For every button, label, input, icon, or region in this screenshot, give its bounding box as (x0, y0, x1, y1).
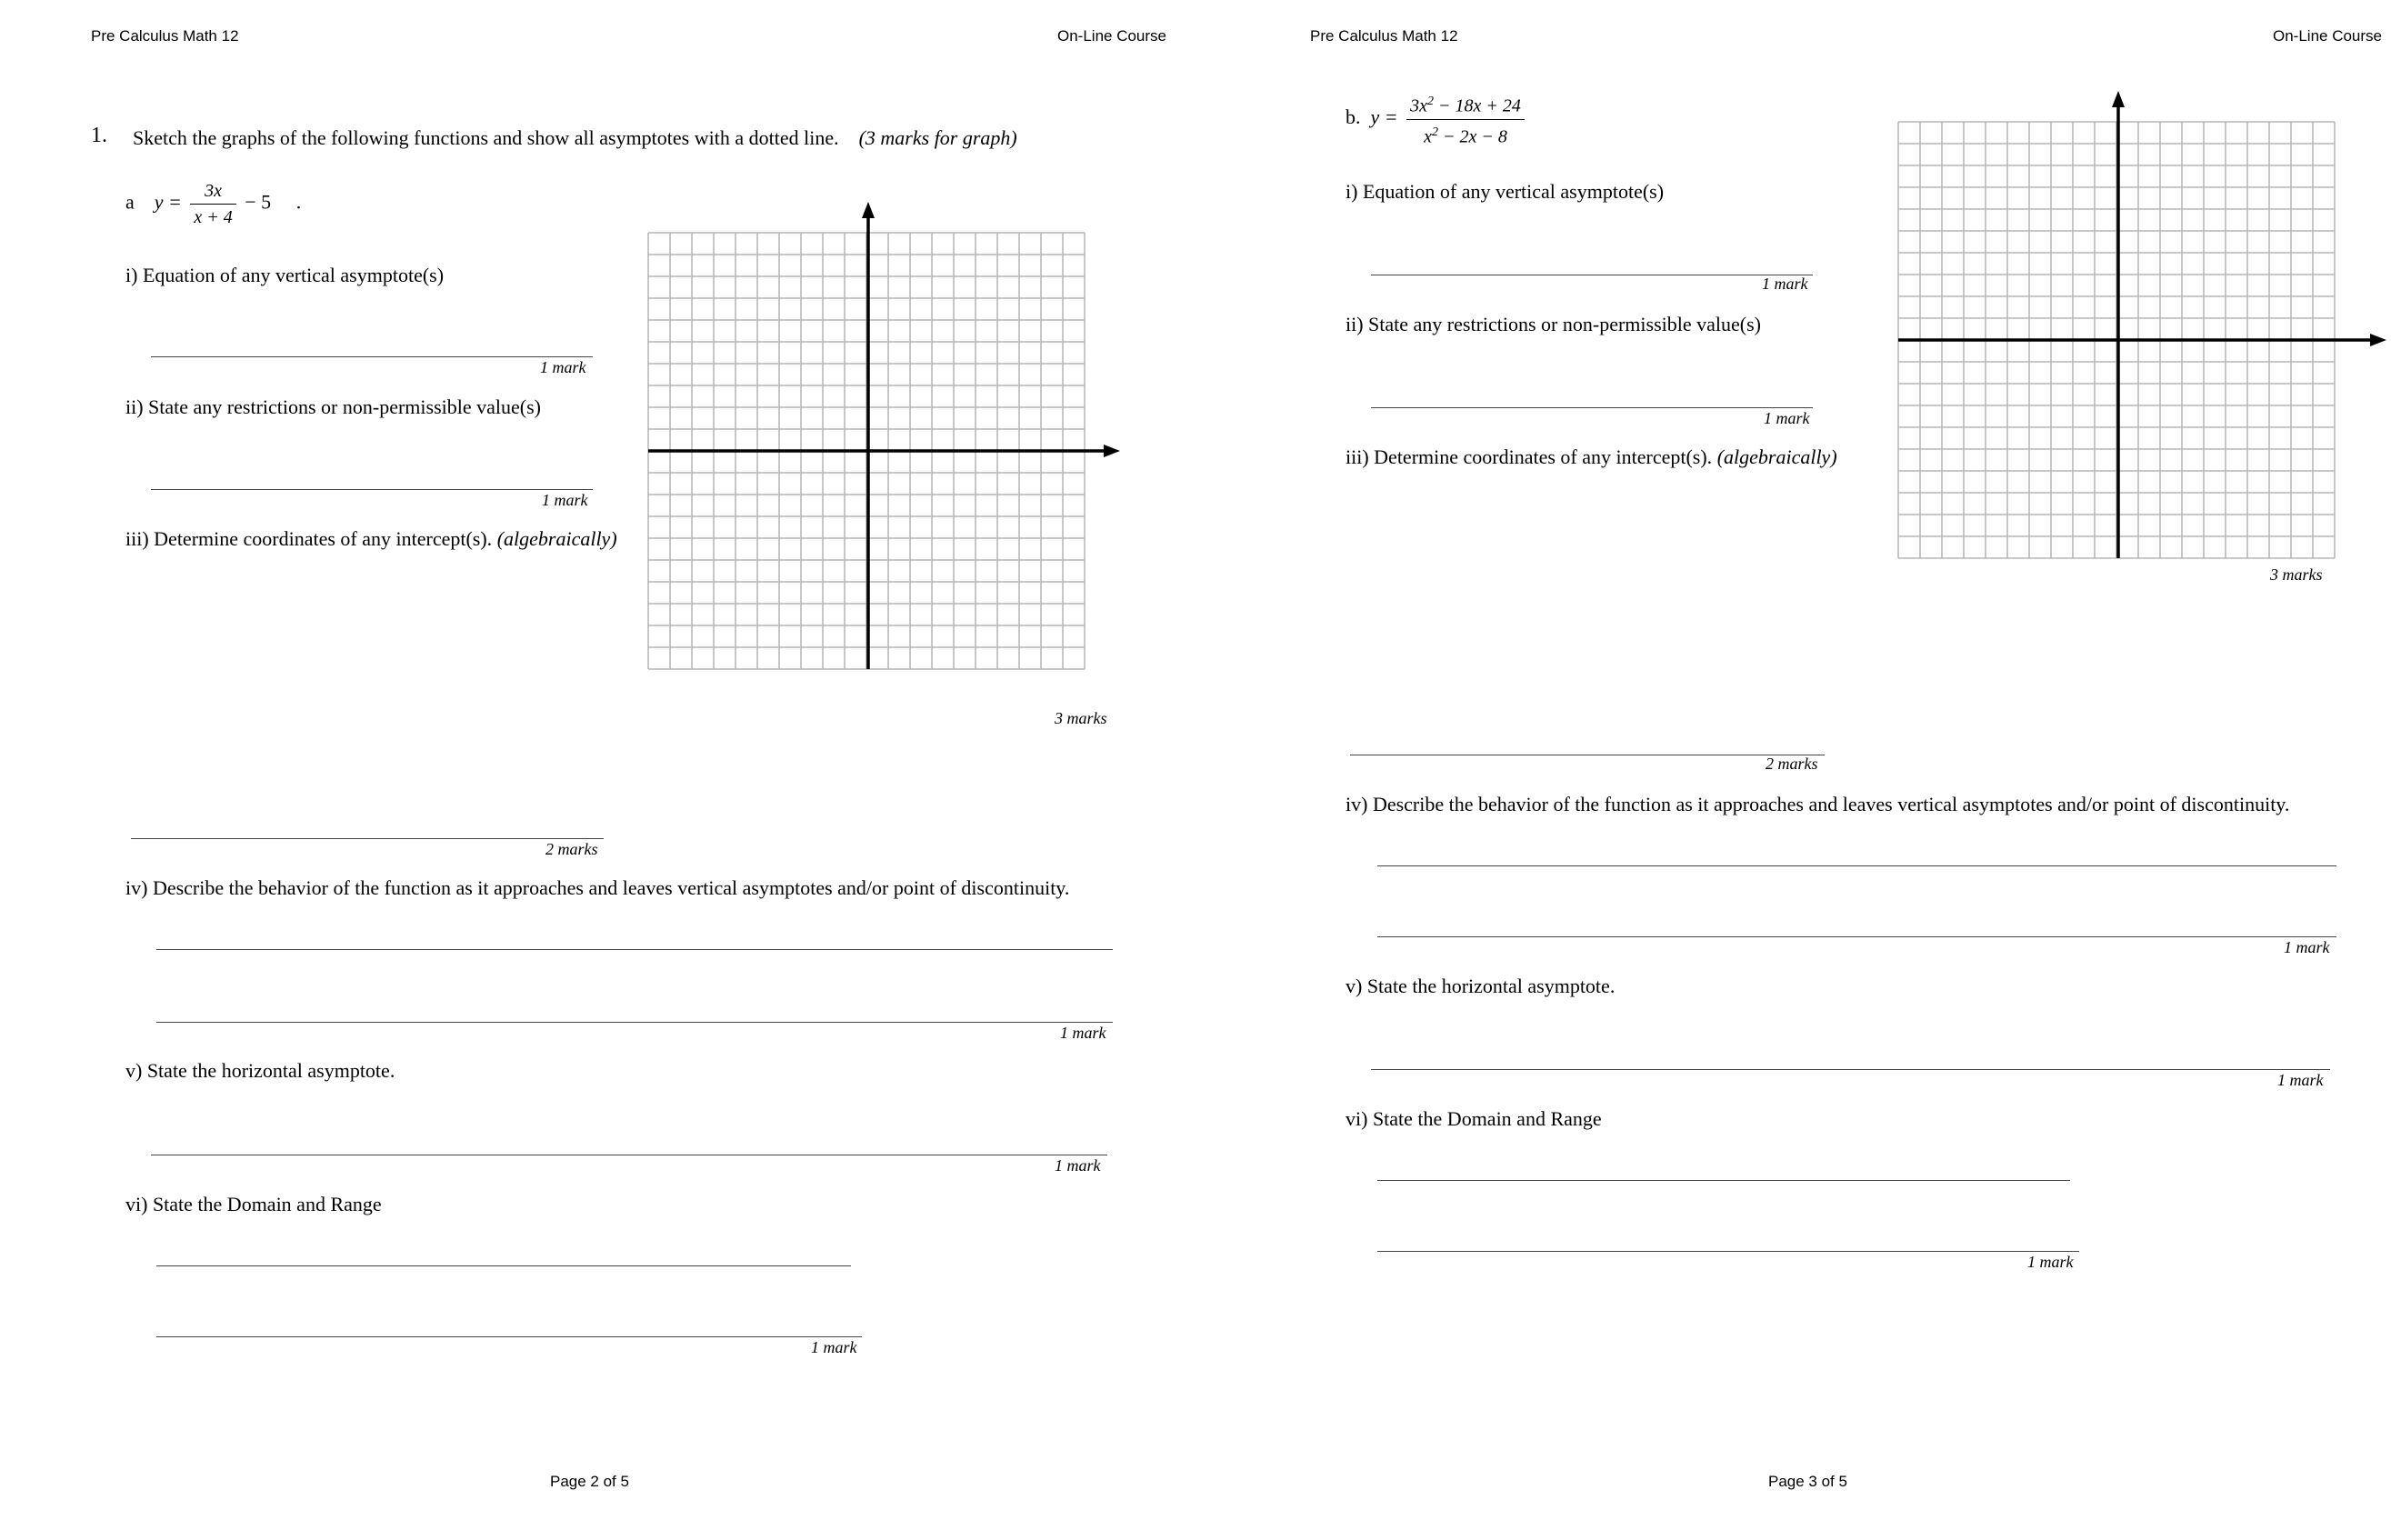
course-type: On-Line Course (1057, 27, 1167, 45)
item-v-label: v) State the horizontal asymptote. (1346, 975, 1616, 997)
graph-grid-a[interactable] (636, 182, 1127, 691)
mark-i: 1 mark (540, 358, 586, 376)
graph-grid-b[interactable] (1886, 73, 2391, 582)
item-ii-label: ii) State any restrictions or non-permissible value(s) (1346, 313, 1761, 335)
mark-ii: 1 mark (1764, 409, 1810, 427)
mark-iv: 1 mark (1060, 1024, 1106, 1042)
answer-line-iv-2[interactable] (1377, 936, 2336, 937)
course-type: On-Line Course (2273, 27, 2383, 45)
instruction-marks: (3 marks for graph) (858, 126, 1017, 149)
item-v-label: v) State the horizontal asymptote. (125, 1059, 395, 1082)
mark-iv: 1 mark (2284, 938, 2330, 956)
page-footer: Page 2 of 5 (550, 1473, 629, 1490)
answer-line-iv-1[interactable] (1377, 865, 2336, 866)
function-a: a y = $\frac{3x}{x + 4}$ − 5 . (125, 181, 302, 227)
page-footer: Page 3 of 5 (1768, 1473, 1847, 1490)
mark-v: 1 mark (2277, 1071, 2324, 1089)
mark-iii: 2 marks (545, 840, 598, 858)
question-instruction: Sketch the graphs of the following functions and show all asymptotes with a dotted line. (3 marks for graph) (133, 126, 1017, 149)
answer-line-ii[interactable] (1371, 407, 1813, 408)
mark-vi: 1 mark (811, 1338, 857, 1356)
answer-line-vi-1[interactable] (1377, 1180, 2070, 1181)
answer-line-vi-2[interactable] (156, 1336, 862, 1337)
answer-line-i[interactable] (151, 356, 593, 357)
item-ii-label: ii) State any restrictions or non-permissible value(s) (125, 395, 541, 418)
iii-method: (algebraically) (1716, 445, 1837, 468)
fraction: $\frac{3x}{x + 4}$ (190, 180, 235, 228)
mark-v: 1 mark (1055, 1156, 1101, 1175)
answer-line-iii[interactable] (131, 838, 604, 839)
worksheet-page-3 (1196, 0, 2391, 1540)
mark-iii: 2 marks (1766, 755, 1818, 773)
mark-graph: 3 marks (2270, 565, 2323, 584)
item-iii-label: iii) Determine coordinates of any intercept(s). (algebraically) (125, 527, 617, 550)
item-vi-label: vi) State the Domain and Range (1346, 1107, 1602, 1130)
mark-vi: 1 mark (2027, 1253, 2074, 1271)
answer-line-v[interactable] (1371, 1069, 2330, 1070)
iii-method: (algebraically) (496, 527, 617, 550)
item-iii-label: iii) Determine coordinates of any intercept(s). (algebraically) (1346, 445, 1837, 468)
function-b: b. y = $\frac{3x^2 - 18x + 24}{x^2 - 2x - 8}$ (1346, 91, 1528, 147)
answer-line-vi-2[interactable] (1377, 1251, 2079, 1252)
part-label: a (125, 190, 135, 214)
mark-ii: 1 mark (542, 491, 588, 509)
item-iv-label: iv) Describe the behavior of the function as it approaches and leaves vertical asymptotes and/or point of discontinuity. (125, 876, 1070, 899)
answer-line-iv-2[interactable] (156, 1022, 1113, 1023)
question-number: 1. (91, 124, 107, 147)
part-label: b. (1346, 105, 1361, 129)
course-title: Pre Calculus Math 12 (91, 27, 239, 45)
item-vi-label: vi) State the Domain and Range (125, 1193, 382, 1215)
course-title: Pre Calculus Math 12 (1310, 27, 1458, 45)
answer-line-vi-1[interactable] (156, 1265, 851, 1266)
item-iv-label: iv) Describe the behavior of the function as it approaches and leaves vertical asymptotes and/or point of discontinuity. (1346, 793, 2290, 815)
answer-line-ii[interactable] (151, 489, 593, 490)
mark-graph: 3 marks (1055, 709, 1107, 727)
fraction: $\frac{3x^2 - 18x + 24}{x^2 - 2x - 8}$ (1406, 91, 1525, 147)
answer-line-iv-1[interactable] (156, 949, 1113, 950)
item-i-label: i) Equation of any vertical asymptote(s) (125, 264, 445, 286)
item-i-label: i) Equation of any vertical asymptote(s) (1346, 180, 1665, 203)
mark-i: 1 mark (1762, 275, 1808, 293)
